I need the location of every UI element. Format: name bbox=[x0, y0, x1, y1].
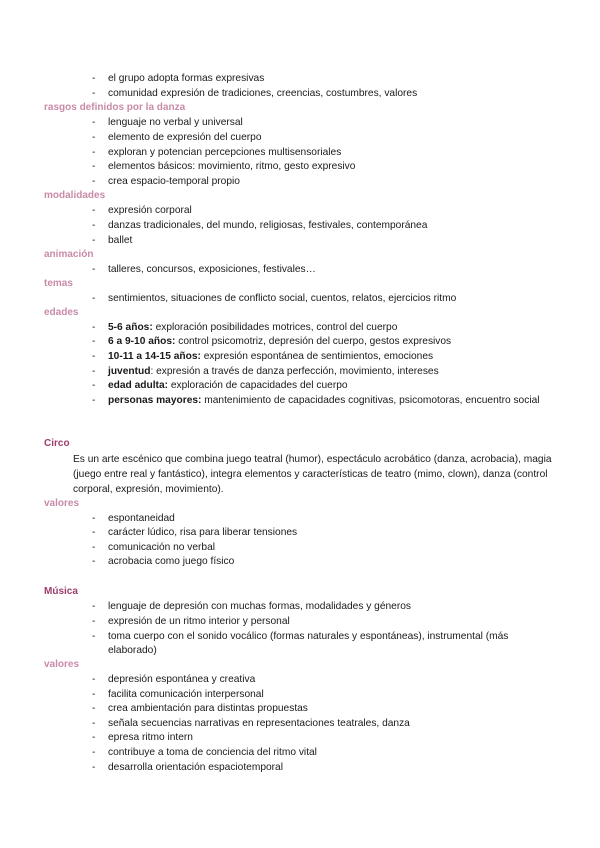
bullet: - bbox=[92, 132, 96, 143]
list-item: danzas tradicionales, del mundo, religiosas, festivales, contemporánea bbox=[108, 220, 428, 231]
bullet: - bbox=[92, 205, 96, 216]
bullet: - bbox=[92, 616, 96, 627]
list-item: talleres, concursos, exposiciones, festivales… bbox=[108, 264, 316, 275]
list-item: juventud: expresión a través de danza perfección, movimiento, intereses bbox=[108, 366, 439, 377]
list-item: señala secuencias narrativas en representaciones teatrales, danza bbox=[108, 718, 410, 729]
bullet: - bbox=[92, 542, 96, 553]
circo-paragraph: Es un arte escénico que combina juego teatral (humor), espectáculo acrobático (danza, acrobacia), magia (juego entre real y fantástico), integra elementos y características de teatro (mimo, clown), danza (control corporal, expresión, movimiento). bbox=[73, 454, 552, 496]
bullet: - bbox=[92, 513, 96, 524]
bullet: - bbox=[92, 88, 96, 99]
section-heading-edades: edades bbox=[44, 307, 79, 318]
bullet: - bbox=[92, 674, 96, 685]
list-item: toma cuerpo con el sonido vocálico (formas naturales y espontáneas), instrumental (más elaborado) bbox=[108, 631, 509, 656]
bullet: - bbox=[92, 351, 96, 362]
list-item: crea espacio-temporal propio bbox=[108, 176, 240, 187]
bullet: - bbox=[92, 631, 96, 642]
list-item: 10-11 a 14-15 años: expresión espontánea de sentimientos, emociones bbox=[108, 351, 434, 362]
list-item: carácter lúdico, risa para liberar tensiones bbox=[108, 527, 298, 538]
bullet: - bbox=[92, 380, 96, 391]
list-item: contribuye a toma de conciencia del ritmo vital bbox=[108, 747, 317, 758]
list-item: elemento de expresión del cuerpo bbox=[108, 132, 262, 143]
section-heading-rasgos: rasgos definidos por la danza bbox=[44, 102, 186, 113]
list-item: comunicación no verbal bbox=[108, 542, 216, 553]
list-item: epresa ritmo intern bbox=[108, 732, 193, 743]
section-heading-circo-valores: valores bbox=[44, 498, 80, 509]
list-item: lenguaje no verbal y universal bbox=[108, 117, 243, 128]
list-item: ballet bbox=[108, 235, 133, 246]
list-item: depresión espontánea y creativa bbox=[108, 674, 256, 685]
list-item: 6 a 9-10 años: control psicomotriz, depresión del cuerpo, gestos expresivos bbox=[108, 336, 452, 347]
list-item: comunidad expresión de tradiciones, creencias, costumbres, valores bbox=[108, 88, 418, 99]
bullet: - bbox=[92, 336, 96, 347]
section-heading-temas: temas bbox=[44, 278, 73, 289]
list-item: sentimientos, situaciones de conflicto social, cuentos, relatos, ejercicios ritmo bbox=[108, 293, 457, 304]
list-item: personas mayores: mantenimiento de capacidades cognitivas, psicomotoras, encuentro social bbox=[108, 395, 540, 406]
bullet: - bbox=[92, 264, 96, 275]
list-item: espontaneidad bbox=[108, 513, 175, 524]
list-item: desarrolla orientación espaciotemporal bbox=[108, 762, 283, 773]
list-item: crea ambientación para distintas propuestas bbox=[108, 703, 308, 714]
bullet: - bbox=[92, 161, 96, 172]
bullet: - bbox=[92, 366, 96, 377]
bullet: - bbox=[92, 147, 96, 158]
bullet: - bbox=[92, 732, 96, 743]
list-item: edad adulta: exploración de capacidades del cuerpo bbox=[108, 380, 348, 391]
bullet: - bbox=[92, 322, 96, 333]
bullet: - bbox=[92, 556, 96, 567]
list-item: expresión corporal bbox=[108, 205, 192, 216]
section-heading-musica: Música bbox=[44, 586, 78, 597]
section-heading-animacion: animación bbox=[44, 249, 94, 260]
list-item: expresión de un ritmo interior y personal bbox=[108, 616, 290, 627]
bullet: - bbox=[92, 220, 96, 231]
bullet: - bbox=[92, 718, 96, 729]
bullet: - bbox=[92, 73, 96, 84]
bullet: - bbox=[92, 395, 96, 406]
bullet: - bbox=[92, 117, 96, 128]
section-heading-circo: Circo bbox=[44, 438, 70, 449]
list-item: acrobacia como juego físico bbox=[108, 556, 235, 567]
list-item: elementos básicos: movimiento, ritmo, gesto expresivo bbox=[108, 161, 356, 172]
bullet: - bbox=[92, 176, 96, 187]
list-item: facilita comunicación interpersonal bbox=[108, 689, 264, 700]
bullet: - bbox=[92, 703, 96, 714]
section-heading-musica-valores: valores bbox=[44, 659, 80, 670]
bullet: - bbox=[92, 747, 96, 758]
list-item: el grupo adopta formas expresivas bbox=[108, 73, 265, 84]
list-item: lenguaje de depresión con muchas formas, modalidades y géneros bbox=[108, 601, 411, 612]
list-item: exploran y potencian percepciones multisensoriales bbox=[108, 147, 342, 158]
bullet: - bbox=[92, 762, 96, 773]
list-item: 5-6 años: exploración posibilidades motrices, control del cuerpo bbox=[108, 322, 398, 333]
section-heading-modalidades: modalidades bbox=[44, 190, 106, 201]
bullet: - bbox=[92, 527, 96, 538]
bullet: - bbox=[92, 601, 96, 612]
bullet: - bbox=[92, 293, 96, 304]
bullet: - bbox=[92, 689, 96, 700]
bullet: - bbox=[92, 235, 96, 246]
